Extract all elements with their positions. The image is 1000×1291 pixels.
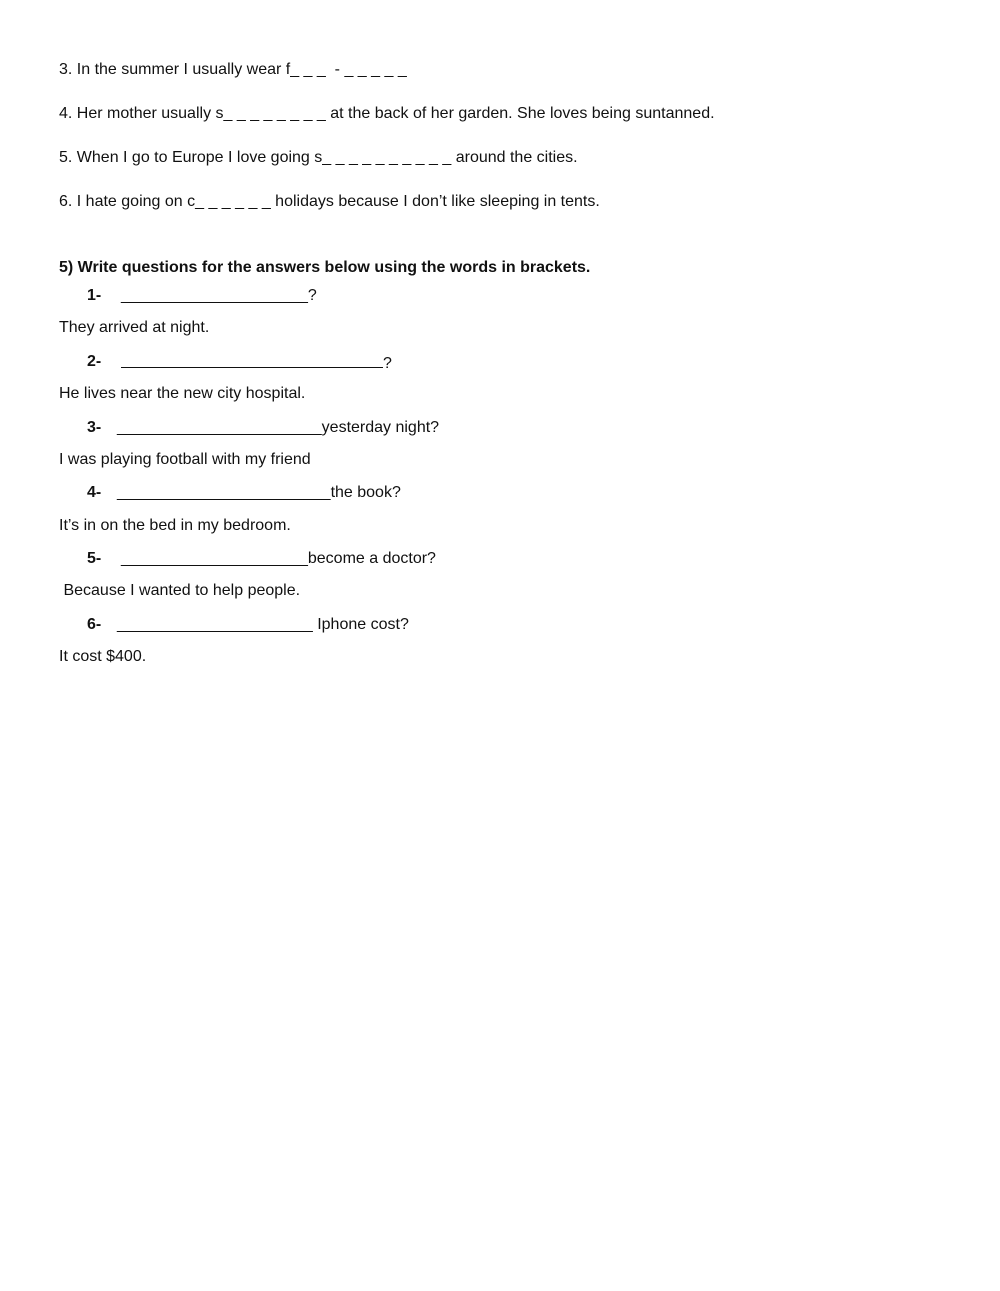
question-number-1: 1-: [87, 287, 102, 304]
question-prompt-3[interactable]: _______________________yesterday night?: [117, 419, 440, 436]
answer-4: It’s in on the bed in my bedroom.: [59, 517, 291, 534]
gap-fill-item-3: 3. In the summer I usually wear f_ _ _ - _ _ _ _ _: [59, 61, 407, 78]
section-heading: 5) Write questions for the answers below using the words in brackets.: [59, 259, 591, 276]
question-number-5: 5-: [87, 550, 102, 567]
gap-fill-item-5: 5. When I go to Europe I love going s_ _ _ _ _ _ _ _ _ _ around the cities.: [59, 149, 578, 166]
question-number-3: 3-: [87, 419, 102, 436]
answer-blank-line[interactable]: [121, 352, 383, 368]
question-prompt-5[interactable]: _____________________become a doctor?: [121, 550, 436, 567]
answer-6: It cost $400.: [59, 648, 147, 665]
answer-3: I was playing football with my friend: [59, 451, 311, 468]
gap-fill-item-6: 6. I hate going on c_ _ _ _ _ _ holidays because I don’t like sleeping in tents.: [59, 193, 600, 210]
question-number-4: 4-: [87, 484, 102, 501]
answer-5: Because I wanted to help people.: [59, 582, 301, 599]
question-prompt-6[interactable]: ______________________ Iphone cost?: [117, 616, 409, 633]
gap-fill-item-4: 4. Her mother usually s_ _ _ _ _ _ _ _ at the back of her garden. She loves being suntanned.: [59, 105, 715, 122]
question-number-6: 6-: [87, 616, 102, 633]
answer-1: They arrived at night.: [59, 319, 210, 336]
question-suffix-2: ?: [383, 355, 392, 372]
question-prompt-1[interactable]: _____________________?: [121, 287, 317, 304]
question-prompt-2[interactable]: [121, 352, 392, 374]
answer-2: He lives near the new city hospital.: [59, 385, 306, 402]
question-prompt-4[interactable]: ________________________the book?: [117, 484, 401, 501]
question-number-2: 2-: [87, 353, 102, 370]
